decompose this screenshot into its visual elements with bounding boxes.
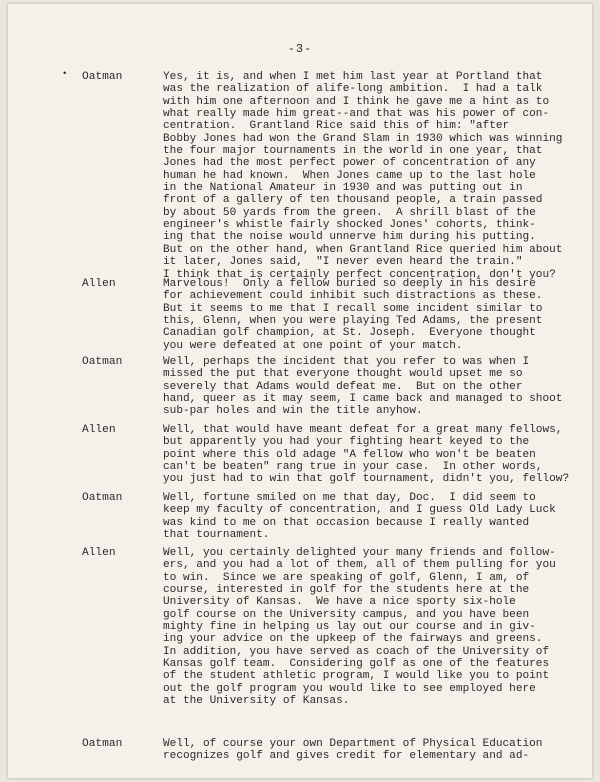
speaker-name: Oatman: [82, 71, 123, 83]
text-line: what really made him great--and that was his power of con-: [163, 108, 550, 121]
document-page: [8, 4, 592, 778]
text-line: course, interested in golf for the students here at the: [163, 584, 530, 597]
text-line: University of Kansas. We have a nice sporty six-hole: [163, 596, 516, 609]
text-line: was kind to me on that occasion because I really wanted: [163, 516, 530, 529]
text-line: engineer's whistle fairly shocked Jones' cohorts, think-: [163, 219, 536, 232]
text-line: Well, you certainly delighted your many friends and follow-: [163, 547, 556, 559]
text-line: missed the put that everyone thought would upset me so: [163, 368, 523, 381]
text-line: I think that is certainly perfect concentration, don't you?: [163, 268, 556, 281]
text-line: for achievement could inhibit such distractions as these.: [163, 290, 543, 303]
text-line: mighty fine in helping us lay out our course and in giv-: [163, 621, 536, 634]
text-line: golf course on the University campus, and you have been: [163, 608, 530, 621]
text-line: you just had to win that golf tournament, didn't you, fellow?: [163, 473, 570, 486]
text-line: point where this old adage "A fellow who won't be beaten: [163, 448, 536, 461]
text-line: severely that Adams would defeat me. But on the other: [163, 380, 523, 393]
dialogue-text: [163, 71, 575, 281]
dialogue-text: [163, 492, 575, 541]
speaker-name: Allen: [82, 547, 116, 559]
text-line: at the University of Kansas.: [163, 695, 350, 708]
text-line: front of a gallery of ten thousand people, a train passed: [163, 194, 543, 207]
text-line: Kansas golf team. Considering golf as one of the features: [163, 658, 550, 671]
text-line: Well, perhaps the incident that you refer to was when I: [163, 356, 530, 368]
speaker-name: Allen: [82, 278, 116, 290]
text-line: ers, and you had a lot of them, all of them pulling for you: [163, 559, 556, 572]
speaker-name: Allen: [82, 424, 116, 436]
text-line: Canadian golf champion, at St. Joseph. Everyone thought: [163, 327, 536, 340]
text-line: by about 50 yards from the green. A shrill blast of the: [163, 206, 536, 219]
text-line: the four major tournaments in the world in one year, that: [163, 145, 543, 158]
text-line: human he had known. When Jones came up to the last hole: [163, 169, 536, 182]
dialogue-text: [163, 424, 575, 486]
text-line: this, Glenn, when you were playing Ted Adams, the present: [163, 315, 543, 328]
text-line: Yes, it is, and when I met him last year at Portland that: [163, 71, 543, 83]
text-line: But on the other hand, when Grantland Rice queried him about: [163, 243, 563, 256]
dialogue-text: [163, 547, 575, 707]
speaker-name: Oatman: [82, 492, 123, 504]
text-line: keep my faculty of concentration, and I guess Old Lady Luck: [163, 504, 556, 517]
text-line: ing that the noise would unnerve him during his putting.: [163, 231, 536, 244]
margin-mark: •: [62, 69, 68, 79]
text-line: can't be beaten" rang true in your case. In other words,: [163, 461, 543, 474]
text-line: you were defeated at one point of your match.: [163, 339, 463, 352]
text-line: out the golf program you would like to see employed here: [163, 682, 536, 695]
dialogue-text: [163, 738, 575, 763]
text-line: sub-par holes and win the title anyhow.: [163, 405, 423, 418]
text-line: In addition, you have served as coach of the University of: [163, 645, 550, 658]
text-line: to win. Since we are speaking of golf, Glenn, I am, of: [163, 571, 530, 584]
text-line: Jones had the most perfect power of concentration of any: [163, 157, 536, 170]
text-line: Bobby Jones had won the Grand Slam in 1930 which was winning: [163, 132, 563, 145]
text-line: in the National Amateur in 1930 and was putting out in: [163, 182, 523, 195]
page-number: -3-: [287, 42, 313, 56]
dialogue-text: [163, 356, 575, 418]
text-line: was the realization of alife-long ambition. I had a talk: [163, 83, 543, 96]
speaker-name: Oatman: [82, 356, 123, 368]
text-line: hand, queer as it may seem, I came back and managed to shoot: [163, 393, 563, 406]
text-line: but apparently you had your fighting heart keyed to the: [163, 436, 530, 449]
text-line: of the student athletic program, I would like you to point: [163, 670, 550, 683]
text-line: recognizes golf and gives credit for elementary and ad-: [163, 750, 530, 763]
text-line: Well, fortune smiled on me that day, Doc. I did seem to: [163, 492, 536, 504]
text-line: Marvelous! Only a fellow buried so deeply in his desire: [163, 278, 536, 290]
text-line: centration. Grantland Rice said this of him: "after: [163, 120, 510, 133]
dialogue-text: [163, 278, 575, 352]
text-line: that tournament.: [163, 529, 270, 542]
text-line: it later, Jones said, "I never even heard the train.": [163, 256, 523, 269]
text-line: Well, of course your own Department of Physical Education: [163, 738, 543, 750]
text-line: ing your advice on the upkeep of the fairways and greens.: [163, 633, 543, 646]
text-line: Well, that would have meant defeat for a great many fellows,: [163, 424, 563, 436]
text-line: with him one afternoon and I think he gave me a hint as to: [163, 95, 550, 108]
text-line: But it seems to me that I recall some incident similar to: [163, 302, 543, 315]
speaker-name: Oatman: [82, 738, 123, 750]
